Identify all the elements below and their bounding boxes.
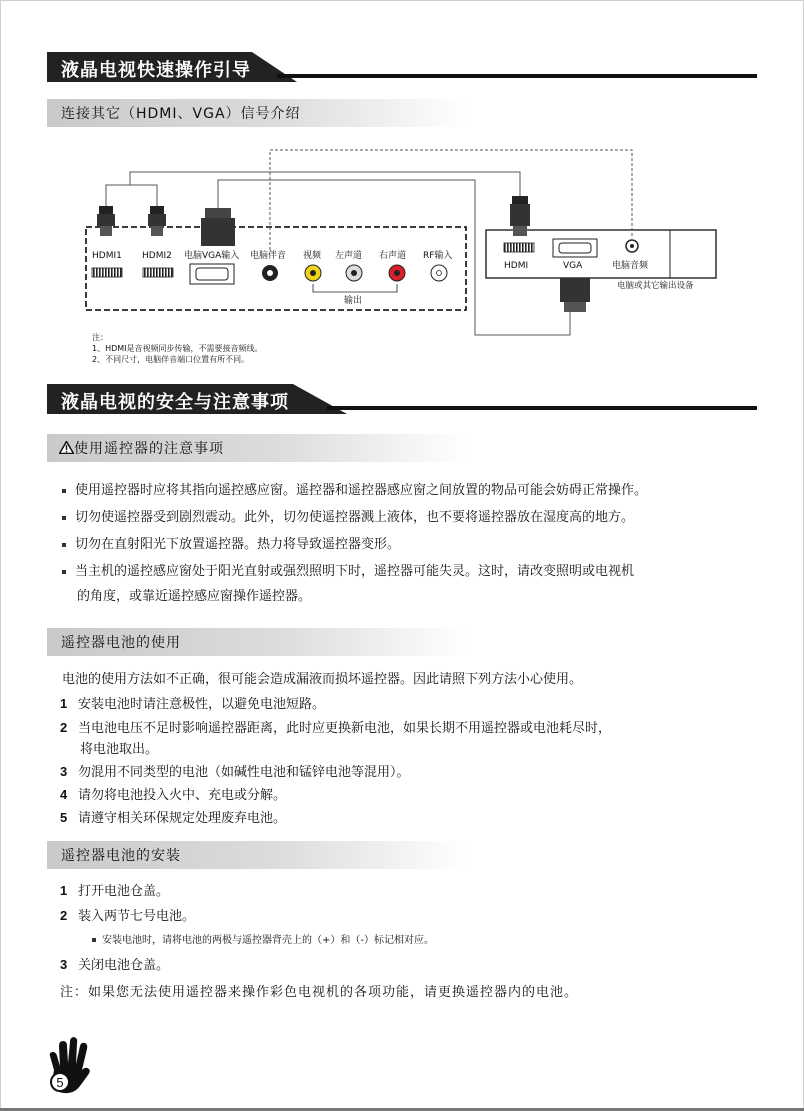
- device-hdmi-plug: [510, 196, 530, 236]
- label-hdmi1: HDMI1: [92, 251, 122, 261]
- hdmi1-port: [92, 268, 122, 277]
- battery-final-note: 注：如果您无法使用遥控器来操作彩色电视机的各项功能，请更换遥控器内的电池。: [60, 985, 579, 1000]
- battery-install-item-1: 1 打开电池仓盖。: [60, 883, 170, 899]
- battery-use-item-5: 5 请遵守相关环保规定处理废弃电池。: [60, 810, 287, 826]
- device-hdmi-port: [504, 243, 534, 252]
- label-rf: RF输入: [423, 251, 453, 261]
- battery-install-item-2: 2 装入两节七号电池。: [60, 908, 196, 924]
- vga-plug: [201, 208, 235, 246]
- device-vga-plug: [560, 278, 590, 312]
- subhead-remote-caution-text: [59, 438, 224, 458]
- label-left: 左声道: [335, 251, 363, 261]
- label-vga-in: 电脑VGA输入: [184, 251, 240, 261]
- subhead-battery-install: [47, 841, 467, 869]
- battery-use-item-4: 4 请勿将电池投入火中、充电或分解。: [60, 787, 287, 803]
- subhead-battery-use-text: 遥控器电池的使用: [61, 635, 181, 651]
- label-hdmi2: HDMI2: [142, 251, 172, 261]
- vga-cable: [190, 172, 212, 210]
- warning-triangle-icon: [59, 441, 74, 454]
- battery-use-item-2-cont: 将电池取出。: [80, 742, 159, 757]
- label-video: 视频: [303, 251, 322, 261]
- section1-title: 液晶电视快速操作引导: [61, 60, 251, 81]
- note-2: 2、不同尺寸，电脑伴音端口位置有所不同。: [92, 355, 250, 364]
- subhead-remote-caution: [47, 434, 467, 462]
- battery-install-sub-note: 安装电池时，请将电池的两极与遥控器背壳上的（+）和（-）标记相对应。: [92, 934, 434, 948]
- caution-bullet-2: 切勿使遥控器受到剧烈震动。此外，切勿使遥控器溅上液体，也不要将遥控器放在湿度高的地方。: [62, 508, 634, 528]
- hdmi-cable: [106, 172, 520, 210]
- caution-bullet-4-cont: 的角度，或靠近遥控感应窗操作遥控器。: [77, 589, 312, 604]
- label-device-vga: VGA: [563, 261, 583, 271]
- note-1: 1、HDMI是音视频同步传输，不需要接音频线。: [92, 344, 263, 353]
- hdmi2-plug: [148, 206, 166, 236]
- connection-diagram: [0, 0, 804, 380]
- battery-use-item-2: 2 当电池电压不足时影响遥控器距离，此时应更换新电池，如果长期不用遥控器或电池耗尽时，: [60, 720, 612, 736]
- label-device-audio: 电脑音频: [612, 261, 649, 271]
- label-device: 电脑或其它输出设备: [617, 281, 694, 291]
- page-number: 5: [56, 1075, 64, 1090]
- hdmi2-port: [143, 268, 173, 277]
- title-banner-safety: [47, 384, 757, 414]
- caution-bullet-3: 切勿在直射阳光下放置遥控器。热力将导致遥控器变形。: [62, 535, 400, 555]
- diagram-notes: [92, 332, 263, 365]
- label-output: 输出: [344, 296, 363, 306]
- subhead-battery-install-text: 遥控器电池的安装: [61, 848, 181, 864]
- section2-title: 液晶电视的安全与注意事项: [61, 392, 289, 413]
- hand-icon: [44, 1036, 94, 1096]
- hdmi1-plug: [97, 206, 115, 236]
- subhead-battery-use: [47, 628, 467, 656]
- battery-install-item-3: 3 关闭电池仓盖。: [60, 957, 170, 973]
- caution-bullet-1: 使用遥控器时应将其指向遥控感应窗。遥控器和遥控器感应窗之间放置的物品可能会妨碍正常操作。: [62, 481, 647, 501]
- label-device-hdmi: HDMI: [504, 261, 529, 271]
- remote-caution-title: 使用遥控器的注意事项: [74, 441, 224, 457]
- label-pc-audio: 电脑伴音: [250, 251, 287, 261]
- note-heading: 注：: [92, 333, 108, 342]
- caution-bullet-4: 当主机的遥控感应窗处于阳光直射或强烈照明下时，遥控器可能失灵。这时，请改变照明或电视机: [62, 562, 634, 582]
- subhead-signal-intro-text: 连接其它（HDMI、VGA）信号介绍: [61, 106, 301, 122]
- label-right: 右声道: [379, 251, 407, 261]
- battery-use-item-3: 3 勿混用不同类型的电池（如碱性电池和锰锌电池等混用）。: [60, 764, 410, 780]
- battery-use-item-1: 1 安装电池时请注意极性，以避免电池短路。: [60, 696, 326, 712]
- battery-intro: 电池的使用方法如不正确，很可能会造成漏液而损坏遥控器。因此请照下列方法小心使用。: [62, 672, 583, 687]
